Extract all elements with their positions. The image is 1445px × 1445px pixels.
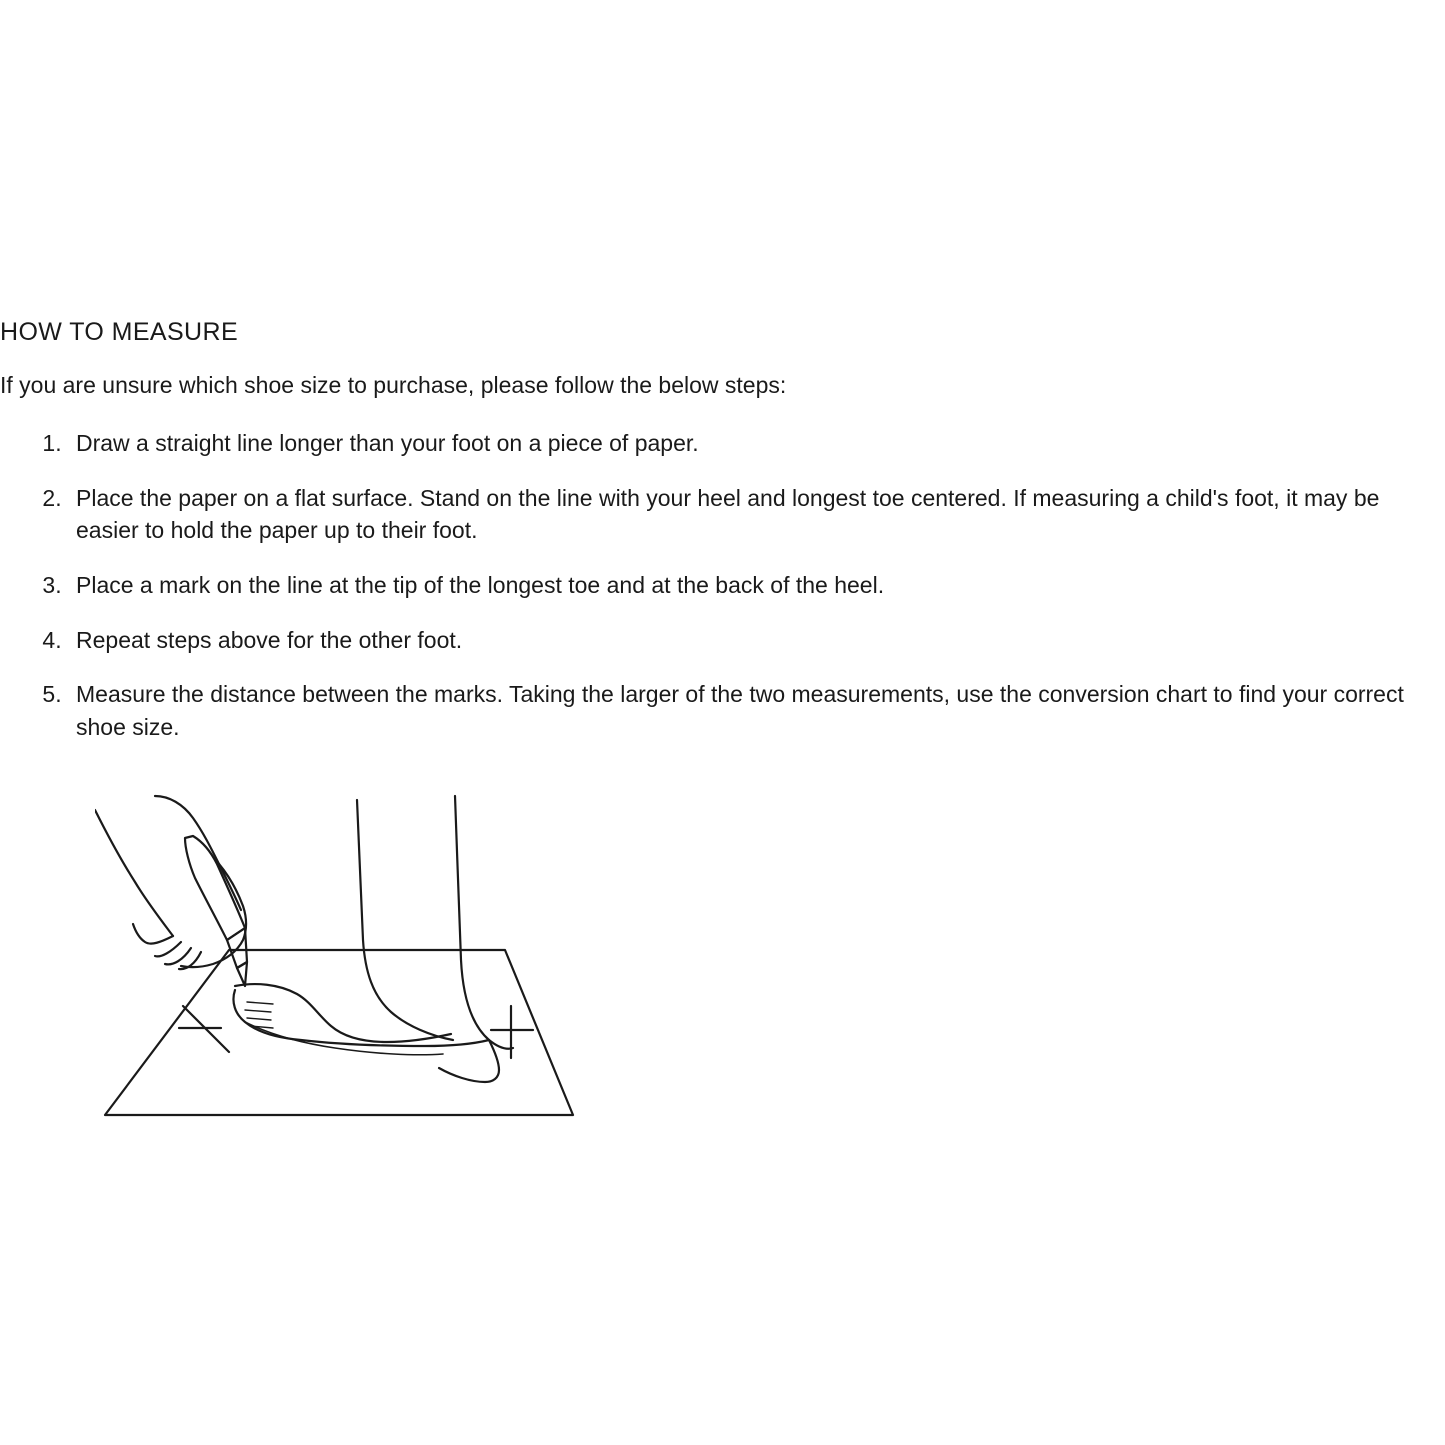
how-to-measure-section [0,318,1445,743]
foot-measuring-illustration [95,790,615,1130]
measure-steps-list [0,427,1445,744]
hand-finger-2 [165,948,191,964]
foot-bottom-outline [233,990,489,1046]
foot-measuring-illustration-graphic [95,790,615,1130]
hand-outline-lower [155,796,241,910]
page-title: HOW TO MEASURE [0,318,239,346]
list-item: 2. Place the paper on a flat surface. Stand on the line with your heel and longest toe centered. If measuring a child's foot, it may be easier to hold the paper up to their foot. [68,482,1445,547]
toe-line-1 [247,1002,273,1004]
list-item: 1. Draw a straight line longer than your foot on a piece of paper. [68,427,1445,460]
intro-text: If you are unsure which shoe size to purchase, please follow the below steps: [0,372,787,398]
toe-line-2 [245,1010,271,1012]
leg-back-outline [455,796,513,1049]
hand-finger-1 [155,942,181,956]
list-item: 5. Measure the distance between the marks. Taking the larger of the two measurements, use the conversion chart to find your correct shoe size. [68,678,1445,743]
toe-line-3 [247,1018,271,1020]
list-item: 4. Repeat steps above for the other foot. [68,624,1445,657]
pencil-point [237,962,247,986]
hand-outline-upper [95,810,173,936]
leg-front-outline [357,800,453,1040]
list-item: 3. Place a mark on the line at the tip of the longest toe and at the back of the heel. [68,569,1445,602]
